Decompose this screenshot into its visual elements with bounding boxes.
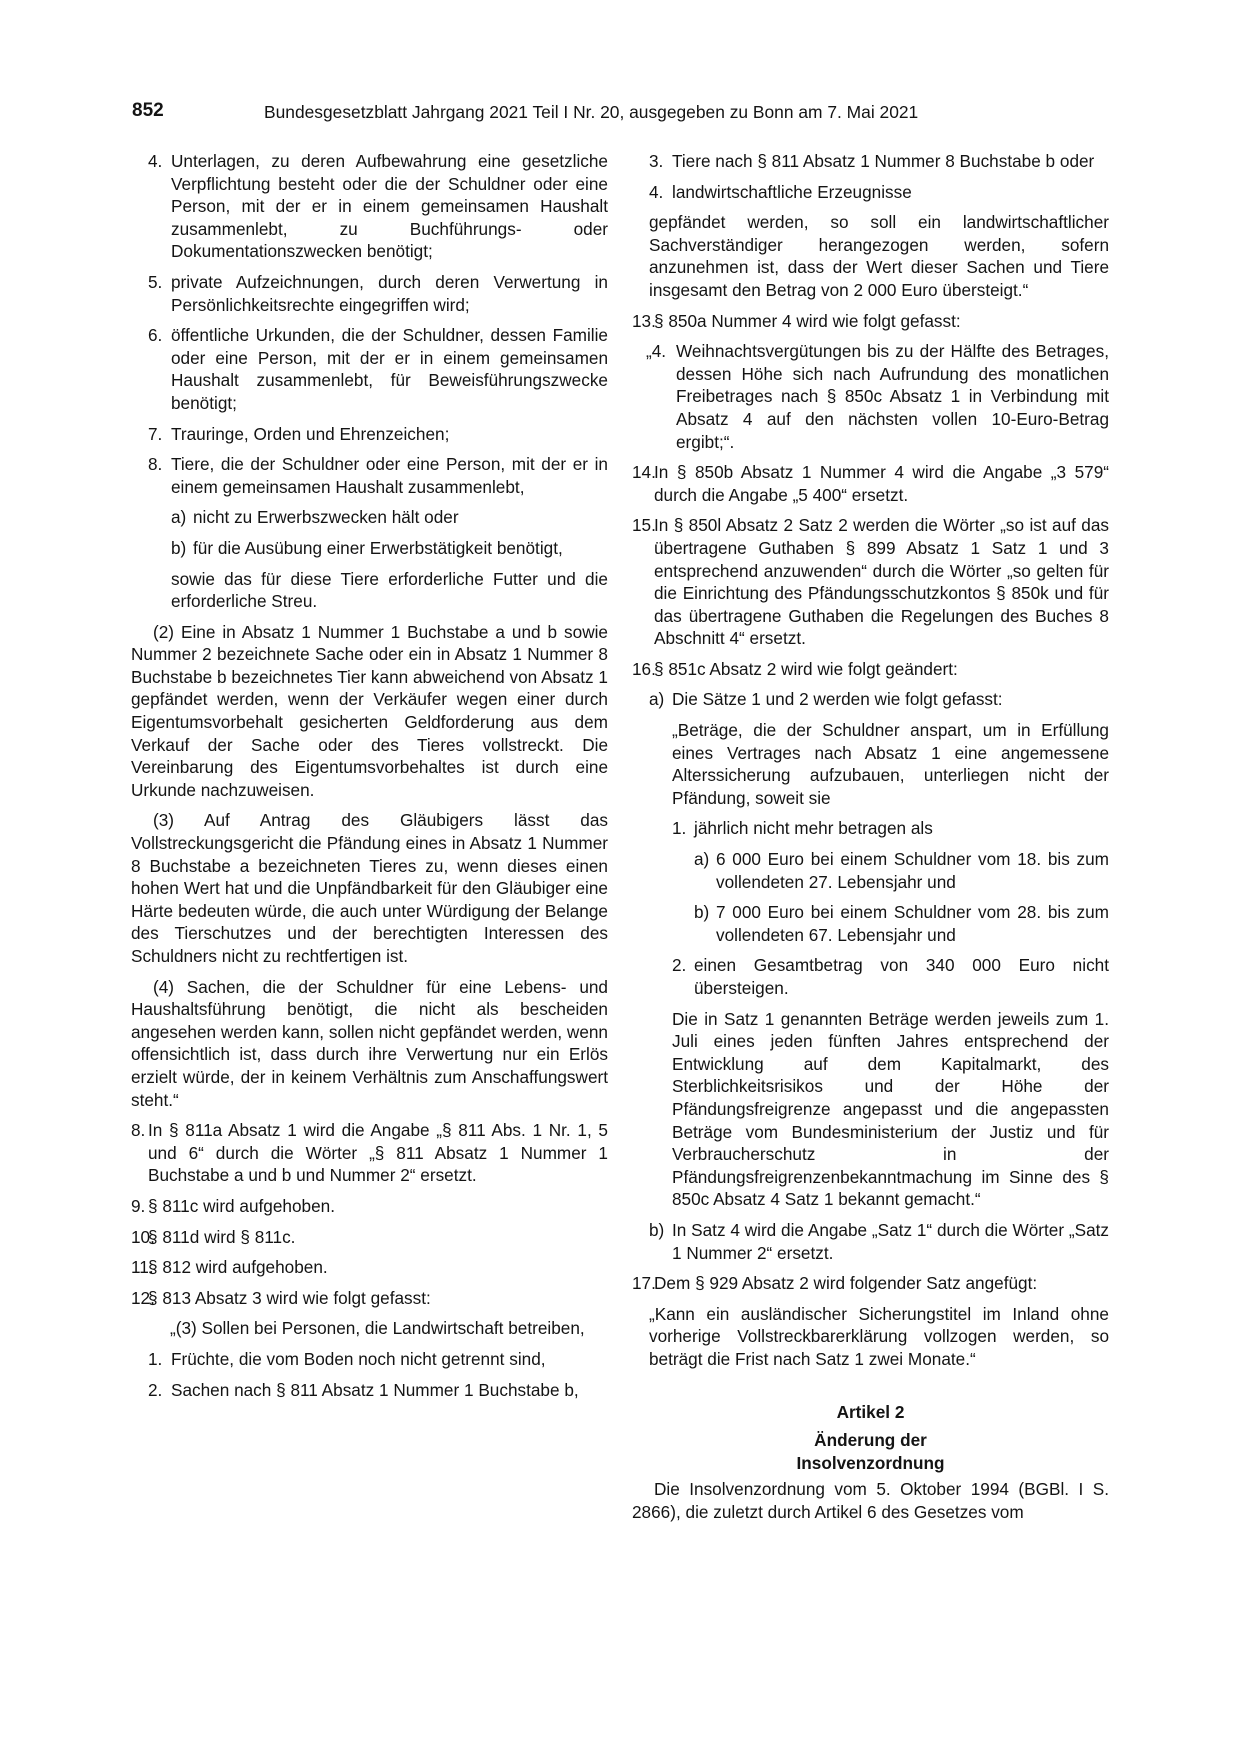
numbered-item bbox=[632, 688, 1109, 711]
numbered-item bbox=[131, 150, 608, 263]
item-text: Sachen nach § 811 Absatz 1 Nummer 1 Buchstabe b, bbox=[171, 1379, 579, 1400]
item-number: a) bbox=[171, 507, 187, 528]
numbered-item bbox=[632, 181, 1109, 204]
item-number: 8. bbox=[131, 1120, 146, 1141]
numbered-item bbox=[131, 1287, 608, 1310]
item-number: 14. bbox=[632, 462, 656, 483]
item-number: 2. bbox=[148, 1379, 163, 1400]
numbered-item bbox=[131, 1119, 608, 1187]
article-title-line: Änderung der bbox=[814, 1430, 927, 1451]
article-title bbox=[632, 1429, 1109, 1474]
item-text: In § 850b Absatz 1 Nummer 4 wird die Angabe „3 579“ durch die Angabe „5 400“ ersetzt. bbox=[654, 462, 1109, 505]
continuation-text: gepfändet werden, so soll ein landwirtschaftlicher Sachverständiger herangezogen werden, sofern anzunehmen ist, dass der Wert dieser Sachen und Tiere insgesamt den Betrag von 2 000 Euro übersteigt.“ bbox=[649, 212, 1109, 300]
item-text: § 851c Absatz 2 wird wie folgt geändert: bbox=[654, 658, 958, 679]
numbered-item bbox=[632, 1219, 1109, 1264]
page-number: 852 bbox=[132, 100, 164, 121]
item-text: In § 850l Absatz 2 Satz 2 werden die Wörter „so ist auf das übertragene Guthaben § 899 Absatz 1 Satz 1 und 3 entsprechend anzuwenden“ durch die Wörter „so gelten für die Einrichtung des Pfändungsschutzkontos § 850k und für das übertragene Guthaben die Regelungen des Buches 8 Abschnitt 4“ ersetzt. bbox=[654, 515, 1109, 649]
item-number: b) bbox=[649, 1219, 665, 1240]
item-text: § 850a Nummer 4 wird wie folgt gefasst: bbox=[654, 310, 961, 331]
item-text: nicht zu Erwerbszwecken hält oder bbox=[193, 507, 459, 528]
numbered-item bbox=[131, 423, 608, 446]
numbered-item bbox=[632, 340, 1109, 453]
numbered-item bbox=[632, 310, 1109, 333]
numbered-item bbox=[632, 514, 1109, 650]
numbered-item bbox=[131, 537, 608, 560]
item-number: 4. bbox=[148, 151, 163, 171]
item-number: 11. bbox=[131, 1257, 154, 1278]
item-text: Früchte, die vom Boden noch nicht getrennt sind, bbox=[171, 1348, 546, 1369]
numbered-item bbox=[131, 324, 608, 414]
numbered-item bbox=[632, 1272, 1109, 1295]
item-number: a) bbox=[694, 849, 710, 870]
item-number: „4. bbox=[646, 341, 667, 362]
numbered-item bbox=[131, 453, 608, 498]
continuation-text: Die in Satz 1 genannten Beträge werden jeweils zum 1. Juli eines jeden fünften Jahres entsprechend der Entwicklung auf dem Kapitalmarkt, des Sterblichkeitsrisikos und der Höhe der Pfändungsfreigrenze angepasst und die angepassten Beträge vom Bundesministerium der Justiz und für Verbraucherschutz in der Pfändungsfreigrenzenbekanntmachung im Sinne des § 850c Absatz 4 Satz 1 bekannt gemacht.“ bbox=[672, 1008, 1109, 1210]
numbered-item bbox=[632, 901, 1109, 946]
item-number: 1. bbox=[148, 1348, 163, 1369]
item-text: In Satz 4 wird die Angabe „Satz 1“ durch die Wörter „Satz 1 Nummer 2“ ersetzt. bbox=[672, 1219, 1109, 1263]
paragraph: (3) Auf Antrag des Gläubigers lässt das Vollstreckungsgericht die Pfändung eines in Absatz 1 Nummer 8 Buchstabe a bezeichneten Tieres zu, wenn dieses einen hohen Wert hat und die Unpfändbarkeit für den Gläubiger eine Härte bedeuten würde, die auch unter Würdigung der Belange des Tierschutzes und der berechtigten Interessen des Schuldners nicht zu rechtfertigen ist. bbox=[131, 810, 608, 966]
item-number: a) bbox=[649, 689, 665, 710]
item-text: 6 000 Euro bei einem Schuldner vom 18. bis zum vollendeten 27. Lebensjahr und bbox=[716, 849, 1109, 892]
numbered-item bbox=[131, 506, 608, 529]
numbered-item bbox=[131, 271, 608, 316]
numbered-item bbox=[131, 1195, 608, 1218]
item-text: Dem § 929 Absatz 2 wird folgender Satz angefügt: bbox=[654, 1273, 1038, 1294]
item-number: 4. bbox=[649, 181, 664, 202]
numbered-item bbox=[131, 1226, 608, 1249]
item-text: private Aufzeichnungen, durch deren Verwertung in Persönlichkeitsrechte eingegriffen wird; bbox=[171, 271, 608, 315]
item-number: 9. bbox=[131, 1195, 146, 1216]
numbered-item bbox=[632, 658, 1109, 681]
item-text: Unterlagen, zu deren Aufbewahrung eine gesetzliche Verpflichtung besteht oder die der Schuldner oder eine Person, mit der er in einem gemeinsamen Haushalt zusammenlebt, zu Buchführungs- oder Dokumentationszwecken benötigt; bbox=[171, 151, 608, 262]
item-text: für die Ausübung einer Erwerbstätigkeit benötigt, bbox=[193, 537, 563, 558]
right-column bbox=[632, 150, 1109, 1531]
item-text: § 811c wird aufgehoben. bbox=[148, 1195, 335, 1216]
item-number: 10. bbox=[131, 1226, 155, 1247]
left-column bbox=[131, 150, 608, 1409]
article-heading: Artikel 2 bbox=[836, 1401, 905, 1422]
numbered-item bbox=[131, 1379, 608, 1402]
numbered-item bbox=[632, 150, 1109, 173]
numbered-item bbox=[131, 1348, 608, 1371]
item-text: jährlich nicht mehr betragen als bbox=[694, 818, 933, 839]
numbered-item bbox=[632, 461, 1109, 506]
item-number: 2. bbox=[672, 955, 687, 976]
item-number: b) bbox=[694, 902, 710, 923]
running-head: Bundesgesetzblatt Jahrgang 2021 Teil I Nr. 20, ausgegeben zu Bonn am 7. Mai 2021 bbox=[264, 102, 919, 122]
item-text: Weihnachtsvergütungen bis zu der Hälfte des Betrages, dessen Höhe sich nach Aufrundung des monatlichen Freibetrages nach § 850c Absatz 1 in Verbindung mit Absatz 4 auf den nächsten vollen 10-Euro-Betrag ergibt;“. bbox=[676, 341, 1109, 452]
item-number: 8. bbox=[148, 454, 163, 475]
paragraph: (2) Eine in Absatz 1 Nummer 1 Buchstabe a und b sowie Nummer 2 bezeichnete Sache oder ein in Absatz 1 Nummer 8 Buchstabe b bezeichnetes Tier kann abweichend von Absatz 1 gepfändet werden, wenn der Verkäufer wegen einer durch Eigentumsvorbehalt gesicherten Geldforderung aus dem Verkauf der Sache oder des Tieres vollstreckt. Die Vereinbarung des Eigentumsvorbehaltes ist durch eine Urkunde nachzuweisen. bbox=[131, 621, 608, 800]
continuation-text: „Kann ein ausländischer Sicherungstitel im Inland ohne vorherige Vollstreckbarerklärung vollzogen werden, so beträgt die Frist nach Satz 1 zwei Monate.“ bbox=[649, 1303, 1109, 1369]
paragraph: (4) Sachen, die der Schuldner für eine Lebens- und Haushaltsführung benötigt, die nicht als bescheiden angesehen werden kann, sollen nicht gepfändet werden, wenn offensichtlich ist, dass durch ihre Verwertung nur ein Erlös erzielt würde, der in keinem Verhältnis zum Anschaffungswert steht.“ bbox=[131, 976, 608, 1110]
item-number: 12. bbox=[131, 1287, 155, 1308]
item-text: In § 811a Absatz 1 wird die Angabe „§ 811 Abs. 1 Nr. 1, 5 und 6“ durch die Wörter „§ 811 Absatz 1 Nummer 1 Buchstabe a und b und Nummer 2“ ersetzt. bbox=[148, 1120, 608, 1186]
item-number: 5. bbox=[148, 271, 163, 292]
item-text: § 812 wird aufgehoben. bbox=[148, 1257, 328, 1278]
item-number: 7. bbox=[148, 423, 163, 444]
numbered-item bbox=[632, 954, 1109, 999]
article-title-line: Insolvenzordnung bbox=[796, 1452, 945, 1473]
item-text: Trauringe, Orden und Ehrenzeichen; bbox=[171, 423, 450, 444]
item-text: Tiere, die der Schuldner oder eine Person, mit der er in einem gemeinsamen Haushalt zusammenlebt, bbox=[171, 454, 608, 497]
article-intro: Die Insolvenzordnung vom 5. Oktober 1994 (BGBl. I S. 2866), die zuletzt durch Artikel 6 des Gesetzes vom bbox=[632, 1479, 1109, 1522]
item-text: einen Gesamtbetrag von 340 000 Euro nicht übersteigen. bbox=[694, 955, 1109, 998]
item-text: Die Sätze 1 und 2 werden wie folgt gefasst: bbox=[672, 689, 1003, 710]
item-text: Tiere nach § 811 Absatz 1 Nummer 8 Buchstabe b oder bbox=[672, 151, 1095, 171]
continuation-text: „Beträge, die der Schuldner anspart, um in Erfüllung eines Vertrages nach Absatz 1 eine angemessene Alterssicherung aufzubauen, unterliegen nicht der Pfändung, soweit sie bbox=[672, 720, 1109, 808]
item-text: 7 000 Euro bei einem Schuldner vom 28. bis zum vollendeten 67. Lebensjahr und bbox=[716, 902, 1109, 945]
numbered-item bbox=[131, 1256, 608, 1279]
item-number: 13. bbox=[632, 310, 656, 331]
paragraph: „(3) Sollen bei Personen, die Landwirtschaft betreiben, bbox=[170, 1318, 585, 1339]
item-number: b) bbox=[171, 537, 187, 558]
item-text: § 813 Absatz 3 wird wie folgt gefasst: bbox=[148, 1287, 431, 1308]
item-number: 3. bbox=[649, 151, 664, 171]
numbered-item bbox=[632, 817, 1109, 840]
item-text: landwirtschaftliche Erzeugnisse bbox=[672, 181, 912, 202]
numbered-item bbox=[632, 848, 1109, 893]
item-number: 17. bbox=[632, 1273, 656, 1294]
item-text: § 811d wird § 811c. bbox=[148, 1226, 296, 1247]
item-number: 1. bbox=[672, 818, 687, 839]
item-text: öffentliche Urkunden, die der Schuldner, dessen Familie oder eine Person, mit der er in einem gemeinsamen Haushalt zusammenlebt, für Beweisführungszwecke benötigt; bbox=[171, 325, 608, 413]
item-number: 15. bbox=[632, 515, 656, 536]
item-number: 6. bbox=[148, 325, 163, 346]
continuation-text: sowie das für diese Tiere erforderliche Futter und die erforderliche Streu. bbox=[171, 568, 608, 612]
item-number: 16. bbox=[632, 658, 656, 679]
